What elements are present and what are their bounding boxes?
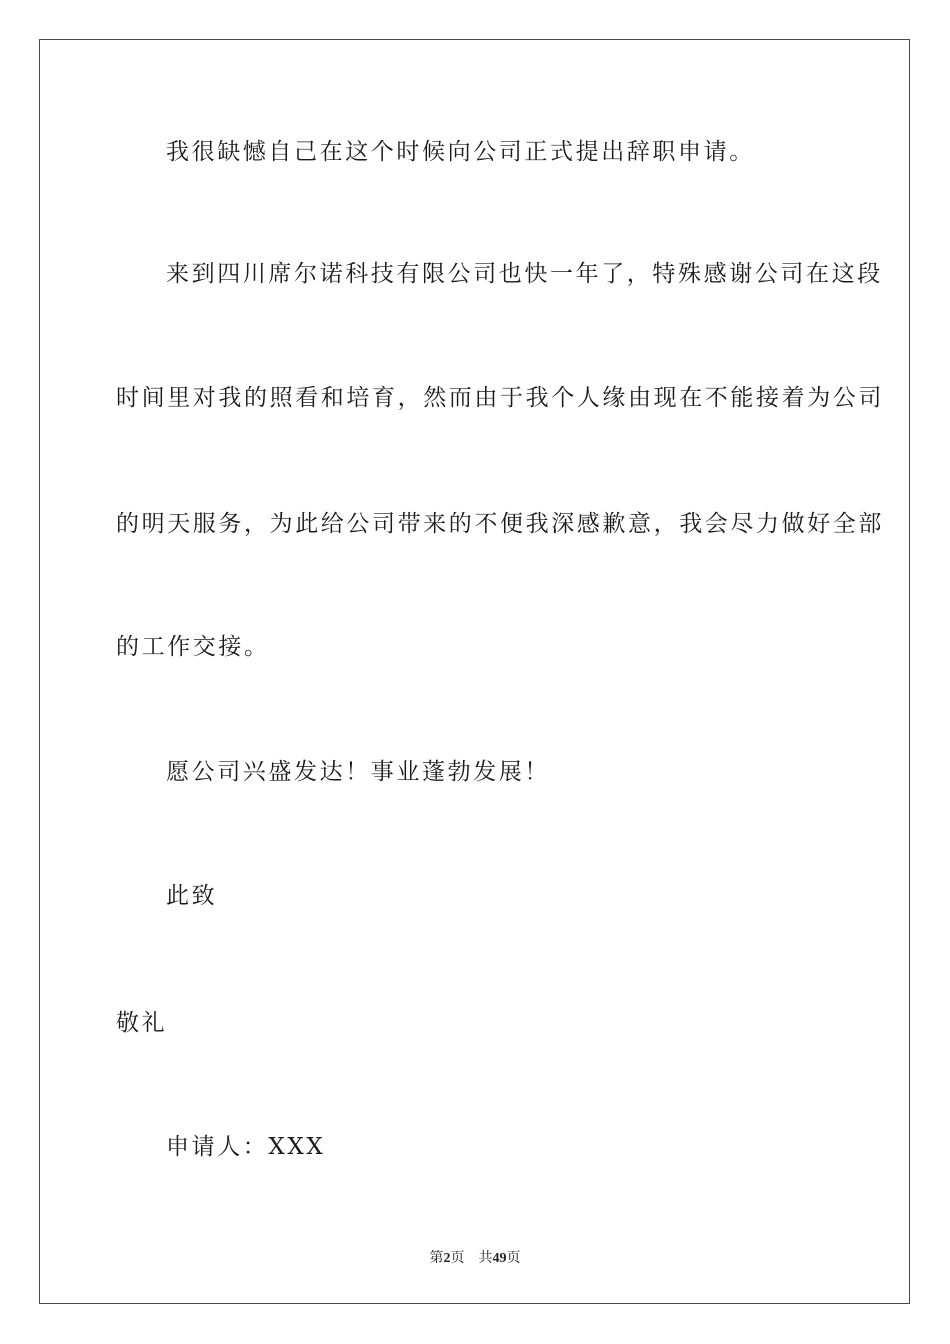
footer-page-number: 2 [443,1251,451,1266]
paragraph-line-2: 来到四川席尔诺科技有限公司也快一年了，特殊感谢公司在这段 [166,261,883,287]
closing-respect: 敬礼 [116,1010,168,1036]
paragraph-line-4: 的明天服务，为此给公司带来的不便我深感歉意，我会尽力做好全部 [116,511,884,537]
paragraph-line-1: 我很缺憾自己在这个时候向公司正式提出辞职申请。 [166,139,755,165]
closing-salutation: 此致 [166,883,218,909]
page-footer [0,1247,950,1267]
footer-page-prefix: 第 [429,1251,444,1266]
footer-total-prefix: 共 [478,1251,493,1266]
footer-total-pages: 49 [492,1251,507,1266]
paragraph-line-3: 时间里对我的照看和培育，然而由于我个人缘由现在不能接着为公司 [116,385,884,411]
paragraph-line-5: 的工作交接。 [116,634,270,660]
footer-total-suffix: 页 [506,1251,521,1266]
applicant-signature: 申请人：XXX [166,1134,326,1160]
paragraph-line-6: 愿公司兴盛发达！事业蓬勃发展！ [166,759,550,785]
page-frame [39,39,910,1304]
footer-page-suffix: 页 [450,1251,465,1266]
